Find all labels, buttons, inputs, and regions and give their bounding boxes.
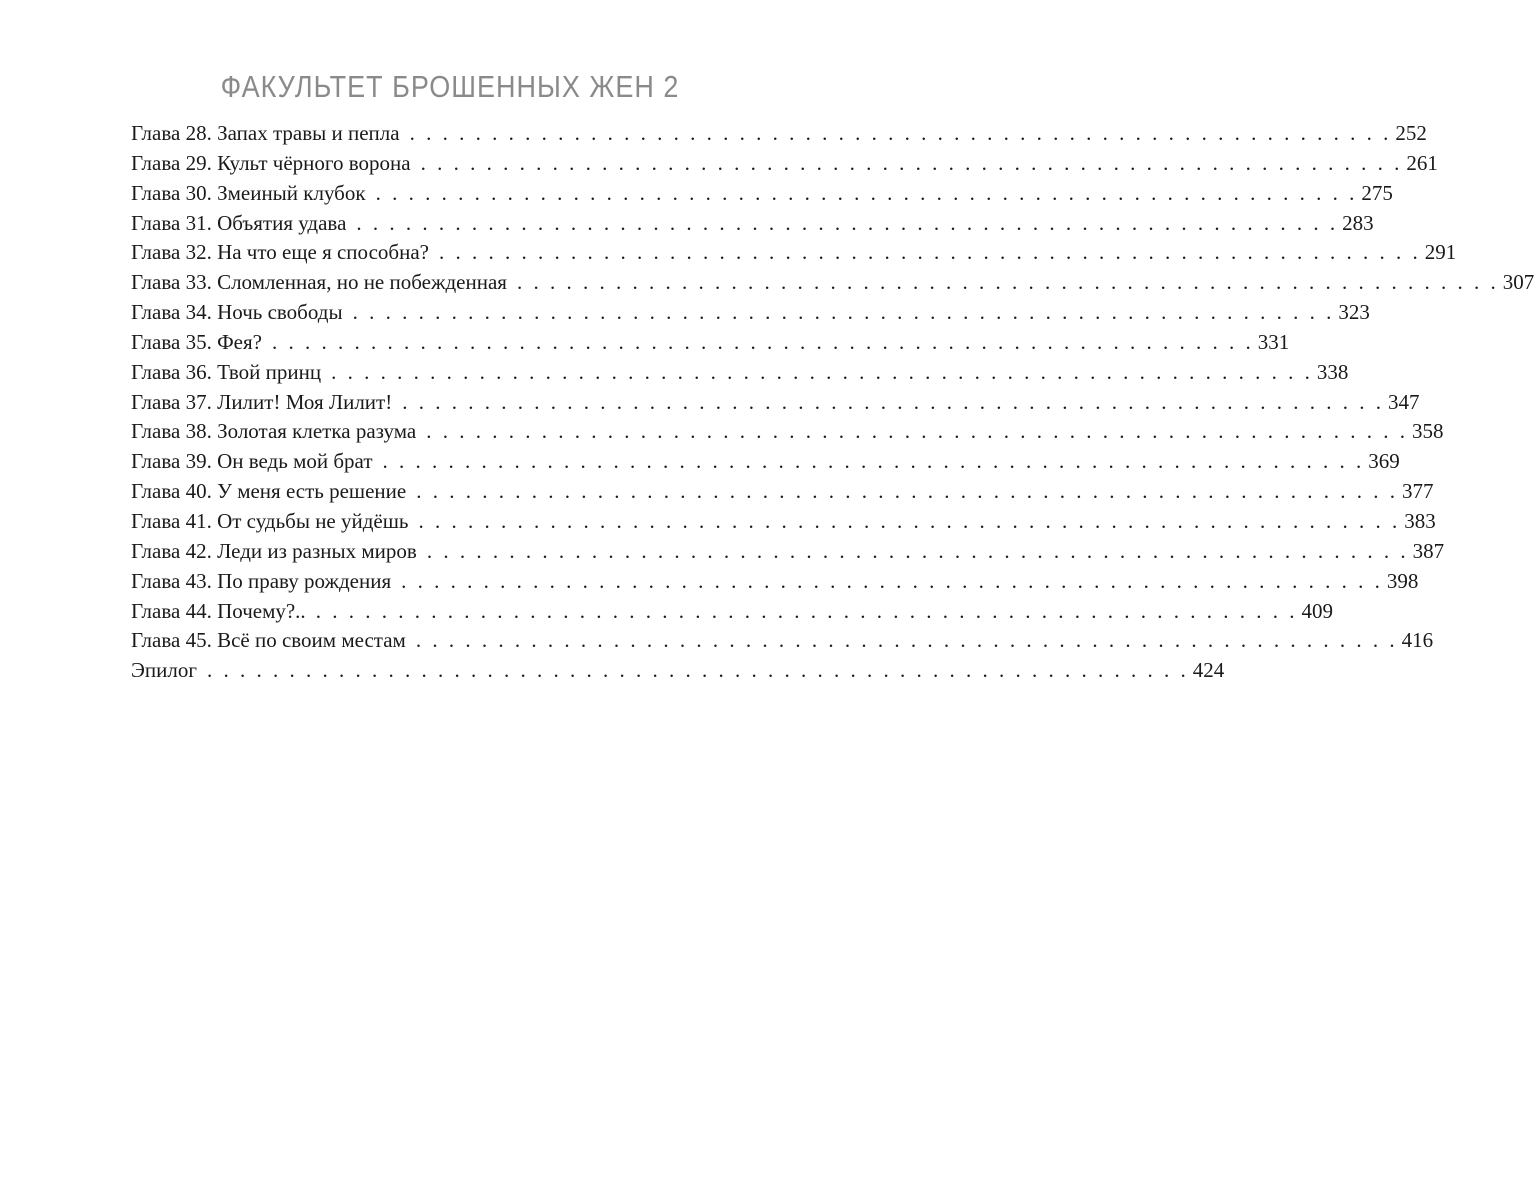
toc-dot-leader: . . . . . . . . . . . . . . . . . . . . . . . . . . . . . . . . . . . . . . . . . . . . . . . . . . . . . . . . . . . . [409,121,1392,145]
toc-dot-leader: . . . . . . . . . . . . . . . . . . . . . . . . . . . . . . . . . . . . . . . . . . . . . . . . . . . . . . . . . . . . [206,658,1189,683]
toc-dot-leader: . . . . . . . . . . . . . . . . . . . . . . . . . . . . . . . . . . . . . . . . . . . . . . . . . . . . . . . . . . . . [516,270,1499,295]
toc-entry-chapter-30 [131,180,1393,211]
toc-dot-leader: . . . . . . . . . . . . . . . . . . . . . . . . . . . . . . . . . . . . . . . . . . . . . . . . . . . . . . . . . . . . [420,150,1403,175]
running-head: ФАКУЛЬТЕТ БРОШЕННЫХ ЖЕН 2 [220,70,680,104]
toc-entry-title: Глава 31. Объятия удава [131,210,347,235]
toc-entry-title: Глава 41. От судьбы не уйдёшь [131,508,409,533]
toc-page-number: 291 [1424,240,1457,265]
toc-dot-leader: . . . . . . . . . . . . . . . . . . . . . . . . . . . . . . . . . . . . . . . . . . . . . . . . . . . . . . . . . . . . [415,628,1398,653]
toc-page-number: 424 [1192,658,1225,683]
toc-page-number: 275 [1361,180,1393,205]
toc-entry-title: Глава 35. Фея? [131,329,262,354]
toc-page-number: 377 [1401,479,1434,504]
toc-entry-title: Глава 43. По праву рождения [131,568,392,593]
toc-entry-title: Глава 45. Всё по своим местам [131,628,406,653]
toc-entry-title: Глава 38. Золотая клетка разума [131,419,417,444]
toc-entry-chapter-37 [131,389,1420,420]
toc-entry-chapter-44 [131,598,1333,629]
toc-dot-leader: . . . . . . . . . . . . . . . . . . . . . . . . . . . . . . . . . . . . . . . . . . . . . . . . . . . . . . . . . . . . [416,479,1398,504]
toc-dot-leader: . . . . . . . . . . . . . . . . . . . . . . . . . . . . . . . . . . . . . . . . . . . . . . . . . . . . . . . . . . . . [356,210,1339,235]
toc-dot-leader: . . . . . . . . . . . . . . . . . . . . . . . . . . . . . . . . . . . . . . . . . . . . . . . . . . . . . . . . . . . . [375,180,1358,205]
toc-page-number: 358 [1411,419,1444,444]
toc-entry-title: Глава 44. Почему?.. [131,598,306,623]
toc-page-number: 338 [1316,359,1349,384]
toc-entry-chapter-41 [131,508,1436,539]
toc-page-number: 252 [1395,121,1427,145]
toc-entry-chapter-45 [131,628,1434,658]
toc-entry-title: Глава 39. Он ведь мой брат [131,449,373,474]
toc-dot-leader: . . . . . . . . . . . . . . . . . . . . . . . . . . . . . . . . . . . . . . . . . . . . . . . . . . . . . . . . . . . . [418,508,1401,533]
toc-dot-leader: . . . . . . . . . . . . . . . . . . . . . . . . . . . . . . . . . . . . . . . . . . . . . . . . . . . . . . . . . . . . [402,389,1384,414]
toc-page-number: 409 [1301,598,1333,623]
toc-entry-chapter-43 [131,568,1419,599]
toc-entry-title: Глава 34. Ночь свободы [131,300,343,325]
toc-entry-chapter-36 [131,359,1349,390]
toc-page-number: 387 [1412,538,1445,563]
toc-dot-leader: . . . . . . . . . . . . . . . . . . . . . . . . . . . . . . . . . . . . . . . . . . . . . . . . . . . . . . . . . . . . [352,300,1335,325]
toc-entry-chapter-42 [131,538,1445,569]
toc-entry-chapter-34 [131,300,1370,330]
toc-entry-title: Глава 36. Твой принц [131,359,322,384]
toc-entry-chapter-35 [131,329,1290,360]
toc-entry-title: Эпилог [131,658,197,683]
toc-entry-title: Глава 40. У меня есть решение [131,479,407,504]
toc-page-number: 347 [1387,389,1420,414]
toc-page-number: 323 [1338,300,1370,325]
toc-dot-leader: . . . . . . . . . . . . . . . . . . . . . . . . . . . . . . . . . . . . . . . . . . . . . . . . . . . . . . . . . . . . [438,240,1421,265]
toc-page-number: 331 [1257,329,1290,354]
toc-page-number: 261 [1406,150,1438,175]
toc-page-number: 383 [1404,508,1436,533]
toc-page-number: 398 [1386,568,1419,593]
toc-entry-chapter-40 [131,479,1434,509]
toc-entry-epilogue [131,658,1225,688]
toc-dot-leader: . . . . . . . . . . . . . . . . . . . . . . . . . . . . . . . . . . . . . . . . . . . . . . . . . . . . . . . . . . . . [315,598,1298,623]
toc-entry-chapter-32 [131,240,1457,270]
toc-page-number: 369 [1368,449,1400,474]
toc-entry-title: Глава 42. Леди из разных миров [131,538,417,563]
toc-dot-leader: . . . . . . . . . . . . . . . . . . . . . . . . . . . . . . . . . . . . . . . . . . . . . . . . . . . . . . . . . . . . [271,329,1254,354]
toc-dot-leader: . . . . . . . . . . . . . . . . . . . . . . . . . . . . . . . . . . . . . . . . . . . . . . . . . . . . . . . . . . . . [331,359,1313,384]
toc-page-number: 283 [1342,210,1374,235]
toc-page-number: 416 [1401,628,1434,653]
toc-dot-leader: . . . . . . . . . . . . . . . . . . . . . . . . . . . . . . . . . . . . . . . . . . . . . . . . . . . . . . . . . . . . [382,449,1365,474]
toc-entry-title: Глава 30. Змеиный клубок [131,180,366,205]
toc-entry-chapter-33 [131,270,1534,300]
toc-dot-leader: . . . . . . . . . . . . . . . . . . . . . . . . . . . . . . . . . . . . . . . . . . . . . . . . . . . . . . . . . . . . [426,538,1409,563]
toc-entry-title: Глава 28. Запах травы и пепла [131,121,400,145]
toc-entry-chapter-39 [131,449,1400,479]
toc-entry-title: Глава 33. Сломленная, но не побежденная [131,270,507,295]
toc-entry-chapter-31 [131,210,1374,241]
toc-dot-leader: . . . . . . . . . . . . . . . . . . . . . . . . . . . . . . . . . . . . . . . . . . . . . . . . . . . . . . . . . . . . [426,419,1408,444]
toc-entry-chapter-29 [131,150,1438,181]
toc-entry-title: Глава 32. На что еще я способна? [131,240,429,265]
toc-entry-chapter-38 [131,419,1444,449]
toc-dot-leader: . . . . . . . . . . . . . . . . . . . . . . . . . . . . . . . . . . . . . . . . . . . . . . . . . . . . . . . . . . . . [401,568,1383,593]
toc-page-number: 307 [1502,270,1534,295]
table-of-contents [131,121,1534,688]
toc-entry-chapter-28 [131,121,1427,151]
toc-entry-title: Глава 37. Лилит! Моя Лилит! [131,389,393,414]
toc-entry-title: Глава 29. Культ чёрного ворона [131,150,411,175]
